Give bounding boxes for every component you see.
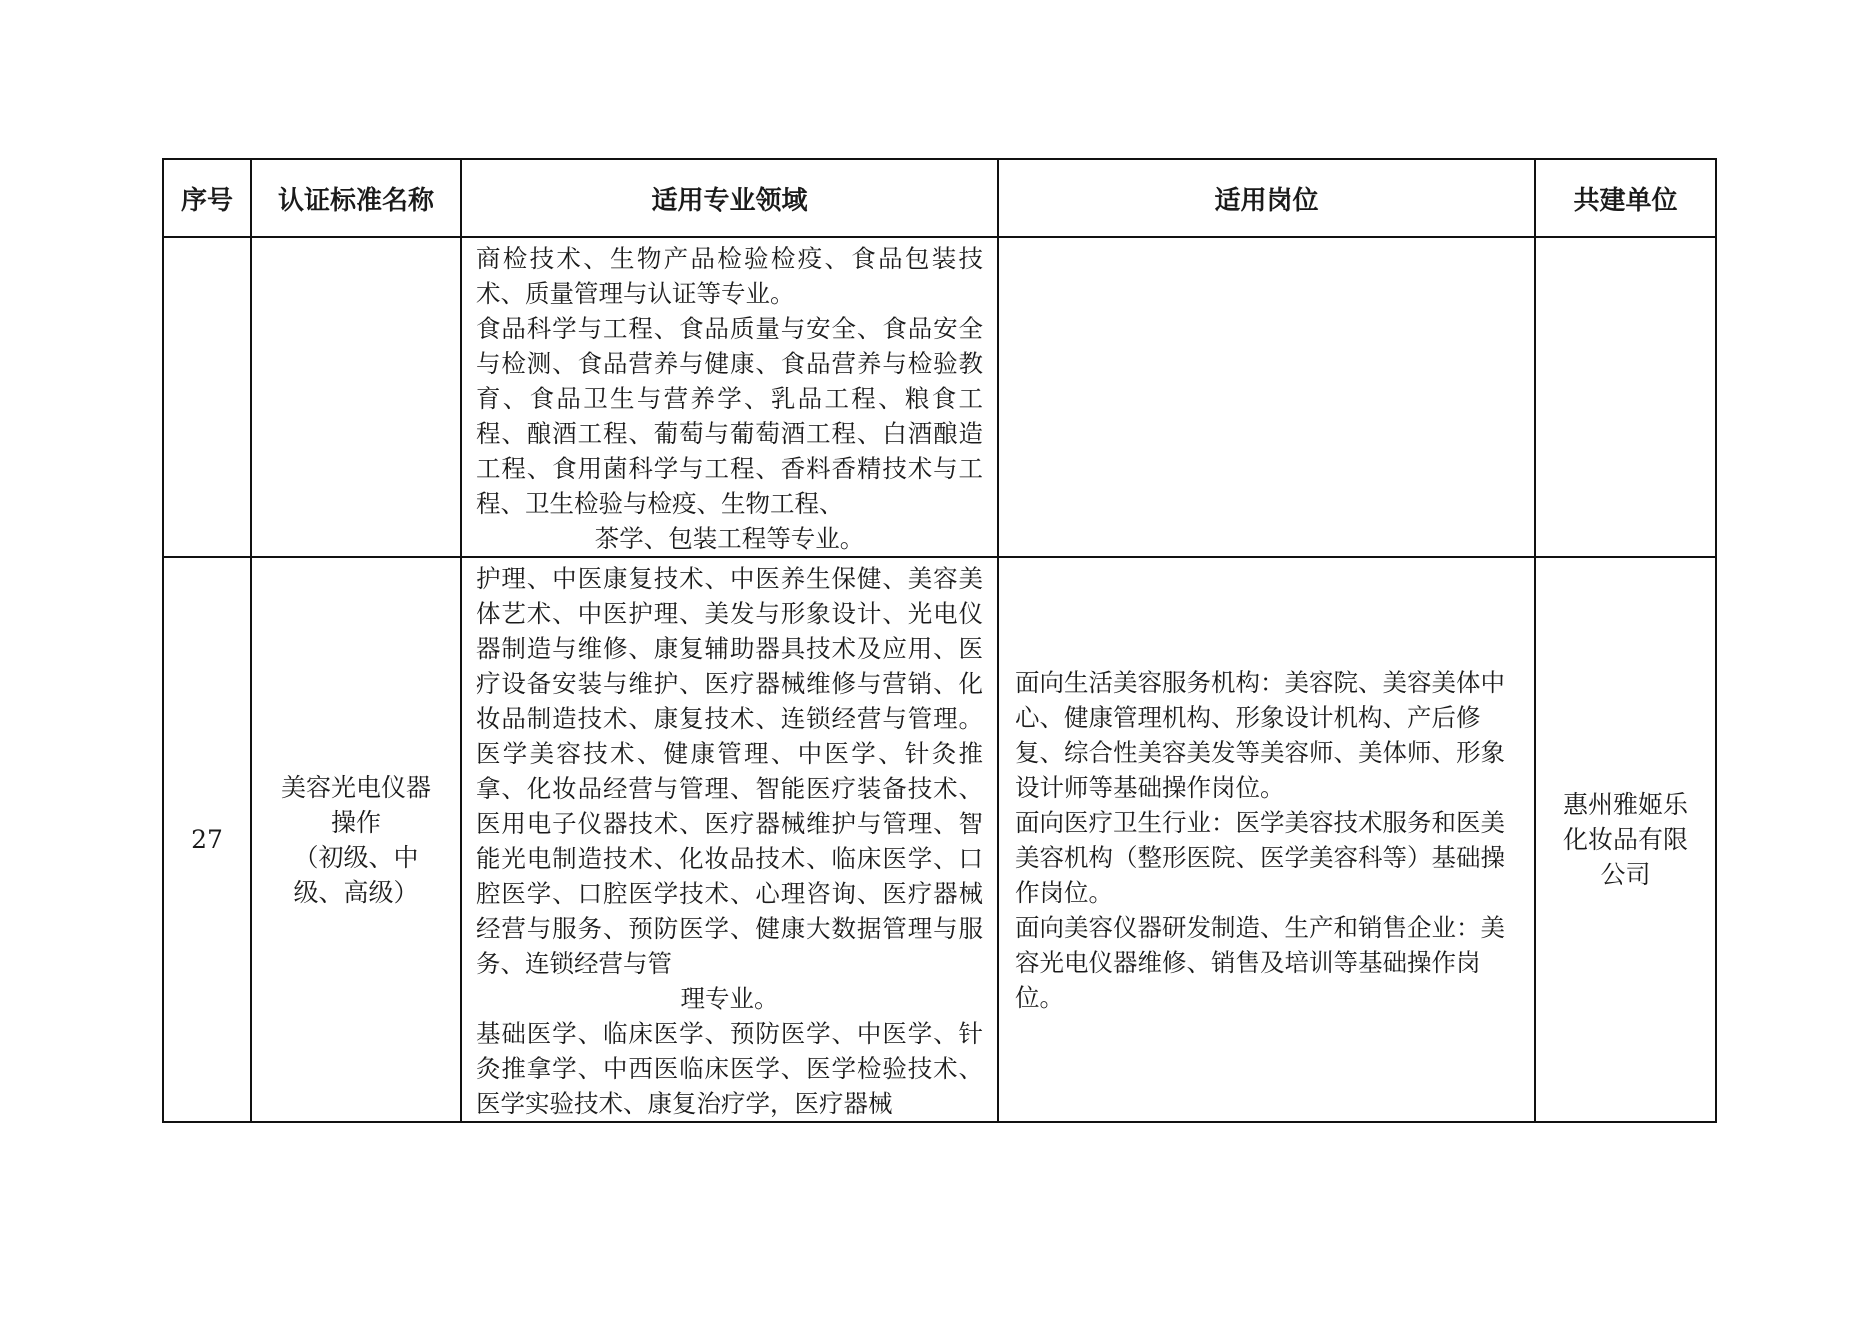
header-posts: 适用岗位 xyxy=(998,159,1535,237)
unit-line: 惠州雅姬乐 xyxy=(1562,790,1688,819)
posts-paragraph: 面向医疗卫生行业：医学美容技术服务和医美美容机构（整形医院、医学美容科等）基础操作岗位。 xyxy=(1015,807,1505,907)
fields-cell xyxy=(461,557,998,1122)
fields-paragraph: 食品科学与工程、食品质量与安全、食品安全与检测、食品营养与健康、食品营养与检验教育、食品卫生与营养学、乳品工程、粮食工程、酿酒工程、葡萄与葡萄酒工程、白酒酿造工程、食用菌科学与工程、香料香精技术与工程、卫生检验与检疫、生物工程、 xyxy=(476,314,983,518)
unit-line: 化妆品有限 xyxy=(1562,825,1688,854)
header-fields: 适用专业领域 xyxy=(461,159,998,237)
posts-cell xyxy=(998,237,1535,557)
standard-name-line: 美容光电仪器 xyxy=(280,772,431,802)
standards-table xyxy=(162,158,1717,1123)
units-cell xyxy=(1535,237,1716,557)
header-seq: 序号 xyxy=(163,159,251,237)
table-row xyxy=(163,237,1716,557)
units-cell xyxy=(1535,557,1716,1122)
header-units: 共建单位 xyxy=(1535,159,1716,237)
header-standard-name: 认证标准名称 xyxy=(251,159,461,237)
standard-name-cell xyxy=(251,237,461,557)
fields-paragraph: 茶学、包装工程等专业。 xyxy=(594,524,865,553)
fields-paragraph: 商检技术、生物产品检验检疫、食品包装技术、质量管理与认证等专业。 xyxy=(476,244,983,308)
standard-name-line: 操作 xyxy=(330,807,381,837)
fields-paragraph: 基础医学、临床医学、预防医学、中医学、针灸推拿学、中西医临床医学、医学检验技术、医学实验技术、康复治疗学，医疗器械 xyxy=(476,1019,983,1118)
row-number: 27 xyxy=(163,557,251,1122)
table-header-row xyxy=(163,159,1716,237)
posts-paragraph: 面向生活美容服务机构：美容院、美容美体中心、健康管理机构、形象设计机构、产后修复、综合性美容美发等美容师、美体师、形象设计师等基础操作岗位。 xyxy=(1015,667,1505,802)
table-row xyxy=(163,557,1716,1122)
fields-cell xyxy=(461,237,998,557)
standard-name-line: 级、高级） xyxy=(293,877,419,907)
standard-name-line: （初级、中 xyxy=(293,842,419,872)
fields-paragraph: 理专业。 xyxy=(680,984,779,1013)
standard-name-cell xyxy=(251,557,461,1122)
unit-line: 公司 xyxy=(1600,860,1651,889)
fields-paragraph: 护理、中医康复技术、中医养生保健、美容美体艺术、中医护理、美发与形象设计、光电仪器制造与维修、康复辅助器具技术及应用、医疗设备安装与维护、医疗器械维修与营销、化妆品制造技术、康复技术、连锁经营与管理。医学美容技术、健康管理、中医学、针灸推拿、化妆品经营与管理、智能医疗装备技术、医用电子仪器技术、医疗器械维护与管理、智能光电制造技术、化妆品技术、临床医学、口腔医学、口腔医学技术、心理咨询、医疗器械经营与服务、预防医学、健康大数据管理与服务、连锁经营与管 xyxy=(476,564,983,978)
row-number xyxy=(163,237,251,557)
posts-paragraph: 面向美容仪器研发制造、生产和销售企业：美容光电仪器维修、销售及培训等基础操作岗位。 xyxy=(1015,912,1505,1012)
posts-cell xyxy=(998,557,1535,1122)
